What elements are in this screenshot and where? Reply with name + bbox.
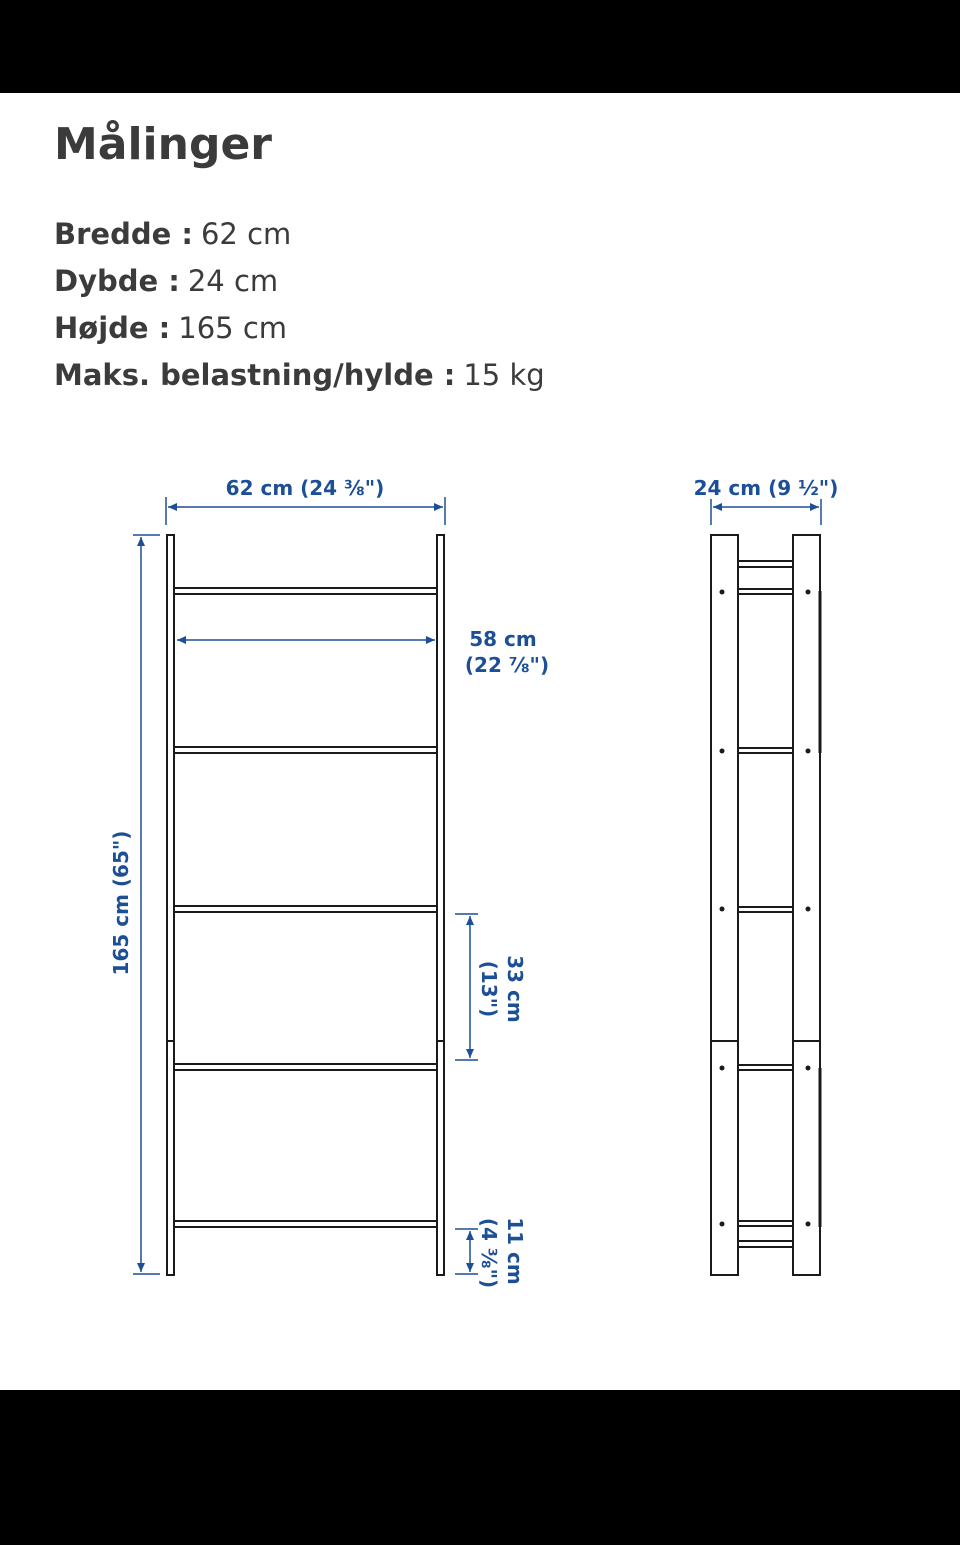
bottom-gap-label-in: (4 ⅜") — [477, 1217, 501, 1289]
screw-dot — [720, 749, 725, 754]
bottom-gap-label-cm: 11 cm — [503, 1217, 527, 1285]
inner-width-label-cm: 58 cm — [469, 627, 537, 651]
side-view — [711, 535, 820, 1275]
measurements-panel — [0, 93, 960, 1390]
spec-value: 24 cm — [187, 264, 279, 298]
screw-dot — [720, 590, 725, 595]
shelf-dimension-drawing — [0, 93, 960, 1390]
height-label: 165 cm (65") — [109, 830, 133, 976]
screw-dot — [806, 590, 811, 595]
side-shelf — [738, 748, 793, 753]
side-shelf — [738, 589, 793, 594]
screw-dot — [720, 1222, 725, 1227]
screw-dot — [806, 1222, 811, 1227]
front-view — [167, 535, 444, 1275]
spec-label: Dybde : — [54, 264, 180, 298]
shelf-gap-label-cm: 33 cm — [503, 955, 527, 1023]
spec-label: Højde : — [54, 311, 171, 345]
side-shelf — [738, 1065, 793, 1070]
spec-label: Bredde : — [54, 217, 193, 251]
left-upright — [167, 535, 174, 1275]
right-upright — [437, 535, 444, 1275]
shelf-gap-label-in: (13") — [477, 960, 501, 1018]
screw-dot — [720, 907, 725, 912]
side-shelf — [738, 1221, 793, 1226]
top-black-bar — [0, 0, 960, 93]
shelf — [174, 588, 437, 594]
spec-label: Maks. belastning/hylde : — [54, 358, 456, 392]
depth-label: 24 cm (9 ½") — [693, 476, 839, 500]
shelf — [174, 1064, 437, 1070]
side-leg-front — [711, 535, 738, 1275]
side-dimensions — [711, 499, 821, 525]
side-shelf — [738, 907, 793, 912]
spec-value: 62 cm — [200, 217, 292, 251]
screw-dot — [806, 1066, 811, 1071]
shelf — [174, 1221, 437, 1227]
spec-value: 15 kg — [463, 358, 545, 392]
spec-value: 165 cm — [178, 311, 288, 345]
width-label: 62 cm (24 ⅜") — [225, 476, 385, 500]
bottom-black-bar — [0, 1390, 960, 1545]
shelf — [174, 906, 437, 912]
screw-dot — [806, 907, 811, 912]
front-dimensions — [133, 497, 478, 1274]
side-top-rail — [738, 561, 793, 567]
side-bottom-rail — [738, 1241, 793, 1247]
side-leg-back — [793, 535, 820, 1275]
screw-dot — [806, 749, 811, 754]
screw-dot — [720, 1066, 725, 1071]
inner-width-label-in: (22 ⅞") — [464, 653, 550, 677]
shelf — [174, 747, 437, 753]
page-title: Målinger — [54, 119, 273, 170]
